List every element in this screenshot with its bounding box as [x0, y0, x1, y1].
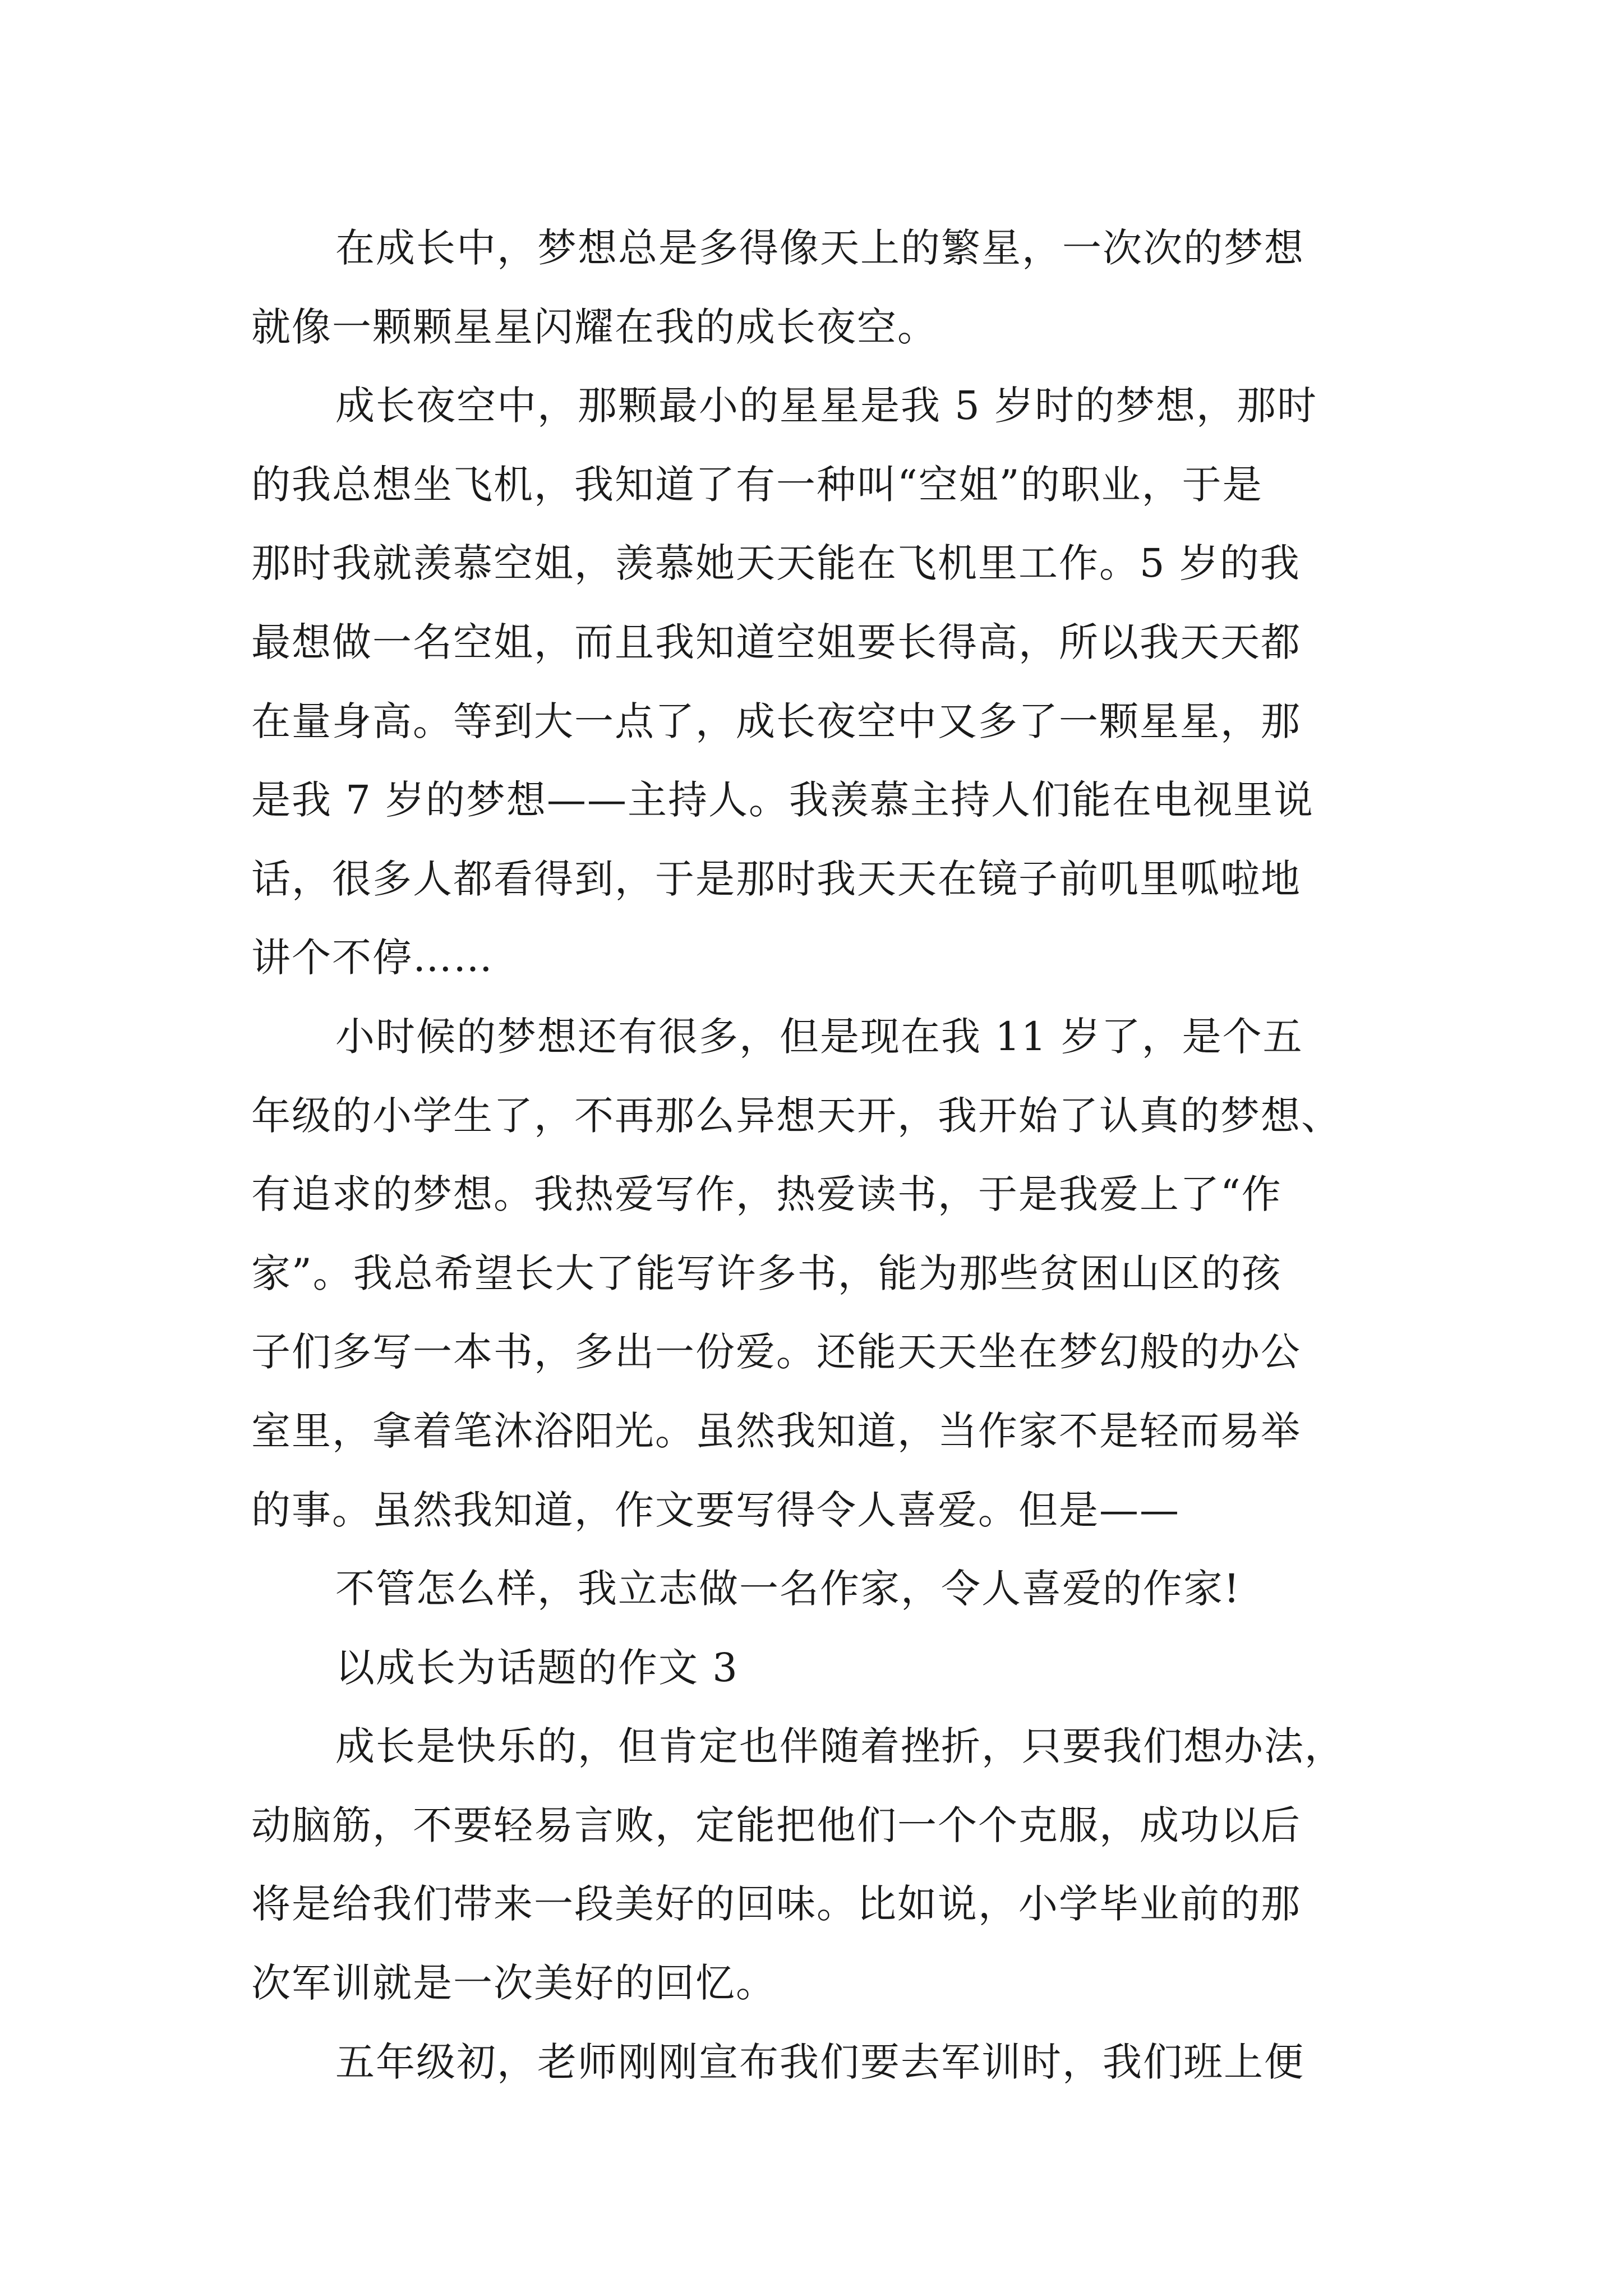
essay-body — [251, 209, 1390, 2101]
paragraph-3: 小时候的梦想还有很多，但是现在我 11 岁了，是个五 年级的小学生了，不再那么异想天开，我开始了认真的梦想、 有追求的梦想。我热爱写作，热爱读书，于是我爱上了“作 家”。我总希望长大了能写许多书，能为那些贫困山区的孩 子们多写一本书，多出一份爱。还能天天坐在梦幻般的办公 室里，拿着笔沐浴阳光。虽然我知道，当作家不是轻而易举 的事。虽然我知道，作文要写得令人喜爱。但是—— — [251, 1013, 1341, 1533]
paragraph-1: 在成长中，梦想总是多得像天上的繁星，一次次的梦想 就像一颗颗星星闪耀在我的成长夜空。 — [251, 225, 1304, 350]
paragraph-5: 成长是快乐的，但肯定也伴随着挫折，只要我们想办法， 动脑筋，不要轻易言败，定能把他们一个个克服，成功以后 将是给我们带来一段美好的回味。比如说，小学毕业前的那 次军训就是一次美好的回忆。 — [251, 1723, 1345, 2007]
paragraph-6: 五年级初，老师刚刚宣布我们要去军训时，我们班上便 — [335, 2039, 1304, 2085]
paragraph-4: 不管怎么样，我立志做一名作家，令人喜爱的作家! — [335, 1566, 1241, 1612]
paragraph-2: 成长夜空中，那颗最小的星星是我 5 岁时的梦想，那时 的我总想坐飞机，我知道了有一种叫“空姐”的职业，于是 那时我就羡慕空姐，羡慕她天天能在飞机里工作。5 岁的我 最想做一名空姐，而且我知道空姐要长得高，所以我天天都 在量身高。等到大一点了，成长夜空中又多了一颗星星，那 是我 7 岁的梦想——主持人。我羡慕主持人们能在电视里说 话，很多人都看得到，于是那时我天天在镜子前叽里呱啦地 讲个不停…… — [251, 383, 1318, 981]
section-heading: 以成长为话题的作文 3 — [335, 1644, 739, 1691]
